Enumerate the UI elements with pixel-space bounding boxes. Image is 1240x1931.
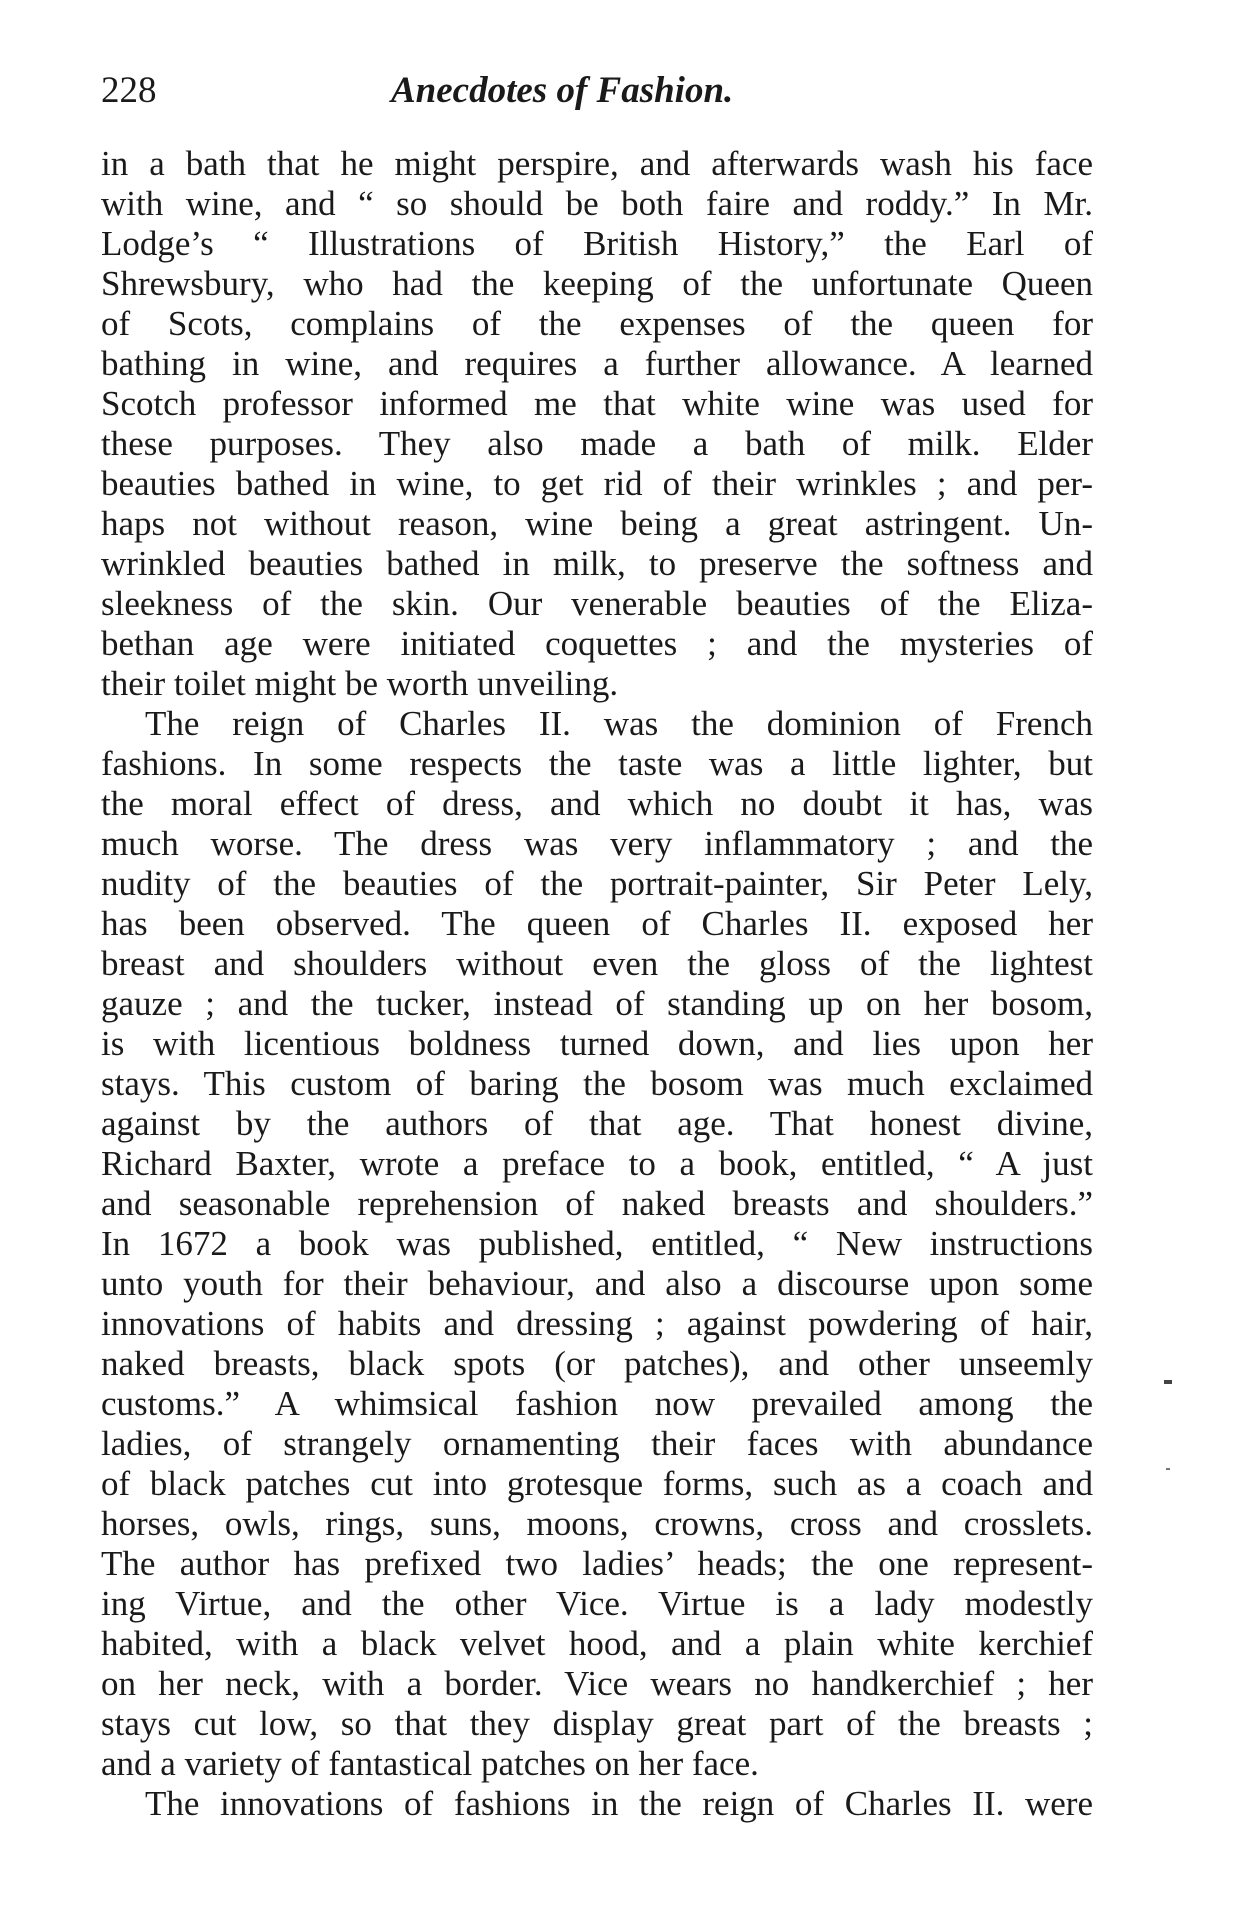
text-line: of black patches cut into grotesque forms, such as a coach and	[101, 1464, 1093, 1503]
text-line: ladies, of strangely ornamenting their faces with abundance	[101, 1424, 1093, 1463]
text-line: haps not without reason, wine being a great astringent. Un-	[101, 504, 1093, 543]
page-header	[101, 66, 1093, 116]
margin-speck	[1166, 1468, 1170, 1470]
text-line: stays. This custom of baring the bosom was much exclaimed	[101, 1064, 1093, 1103]
text-line: The reign of Charles II. was the dominion of French	[145, 704, 1093, 743]
text-line: with wine, and “ so should be both faire and roddy.” In Mr.	[101, 184, 1093, 223]
text-line: is with licentious boldness turned down, and lies upon her	[101, 1024, 1093, 1063]
text-line: naked breasts, black spots (or patches), and other unseemly	[101, 1344, 1093, 1383]
text-line: In 1672 a book was published, entitled, “ New instructions	[101, 1224, 1093, 1263]
text-line: The author has prefixed two ladies’ heads; the one represent-	[101, 1544, 1093, 1583]
text-line: gauze ; and the tucker, instead of standing up on her bosom,	[101, 984, 1093, 1023]
text-line: wrinkled beauties bathed in milk, to preserve the softness and	[101, 544, 1093, 583]
text-line: much worse. The dress was very inflammatory ; and the	[101, 824, 1093, 863]
text-line: fashions. In some respects the taste was a little lighter, but	[101, 744, 1093, 783]
text-line: beauties bathed in wine, to get rid of their wrinkles ; and per-	[101, 464, 1093, 503]
text-line: these purposes. They also made a bath of milk. Elder	[101, 424, 1093, 463]
text-line: nudity of the beauties of the portrait-painter, Sir Peter Lely,	[101, 864, 1093, 903]
text-line: Scotch professor informed me that white wine was used for	[101, 384, 1093, 423]
text-line: Lodge’s “ Illustrations of British History,” the Earl of	[101, 224, 1093, 263]
page-number: 228	[101, 70, 157, 111]
text-line: in a bath that he might perspire, and afterwards wash his face	[101, 144, 1093, 183]
text-line: horses, owls, rings, suns, moons, crowns, cross and crosslets.	[101, 1504, 1093, 1543]
text-line: The innovations of fashions in the reign of Charles II. were	[145, 1784, 1093, 1823]
text-line: and a variety of fantastical patches on her face.	[101, 1744, 759, 1783]
text-line: their toilet might be worth unveiling.	[101, 664, 619, 703]
text-line: of Scots, complains of the expenses of the queen for	[101, 304, 1093, 343]
text-line: sleekness of the skin. Our venerable beauties of the Eliza-	[101, 584, 1093, 623]
text-line: innovations of habits and dressing ; against powdering of hair,	[101, 1304, 1093, 1343]
body-text	[101, 144, 1093, 1824]
text-line: bethan age were initiated coquettes ; and the mysteries of	[101, 624, 1093, 663]
text-line: bathing in wine, and requires a further allowance. A learned	[101, 344, 1093, 383]
text-line: and seasonable reprehension of naked breasts and shoulders.”	[101, 1184, 1093, 1223]
text-line: against by the authors of that age. That honest divine,	[101, 1104, 1093, 1143]
running-title: Anecdotes of Fashion.	[391, 70, 734, 111]
text-line: breast and shoulders without even the gloss of the lightest	[101, 944, 1093, 983]
text-line: unto youth for their behaviour, and also a discourse upon some	[101, 1264, 1093, 1303]
text-line: habited, with a black velvet hood, and a plain white kerchief	[101, 1624, 1093, 1663]
text-line: has been observed. The queen of Charles II. exposed her	[101, 904, 1093, 943]
text-line: on her neck, with a border. Vice wears no handkerchief ; her	[101, 1664, 1093, 1703]
text-line: Shrewsbury, who had the keeping of the unfortunate Queen	[101, 264, 1093, 303]
text-line: stays cut low, so that they display great part of the breasts ;	[101, 1704, 1093, 1743]
text-line: the moral effect of dress, and which no doubt it has, was	[101, 784, 1093, 823]
text-line: customs.” A whimsical fashion now prevailed among the	[101, 1384, 1093, 1423]
text-line: Richard Baxter, wrote a preface to a book, entitled, “ A just	[101, 1144, 1093, 1183]
margin-speck	[1164, 1380, 1172, 1384]
text-line: ing Virtue, and the other Vice. Virtue is a lady modestly	[101, 1584, 1093, 1623]
